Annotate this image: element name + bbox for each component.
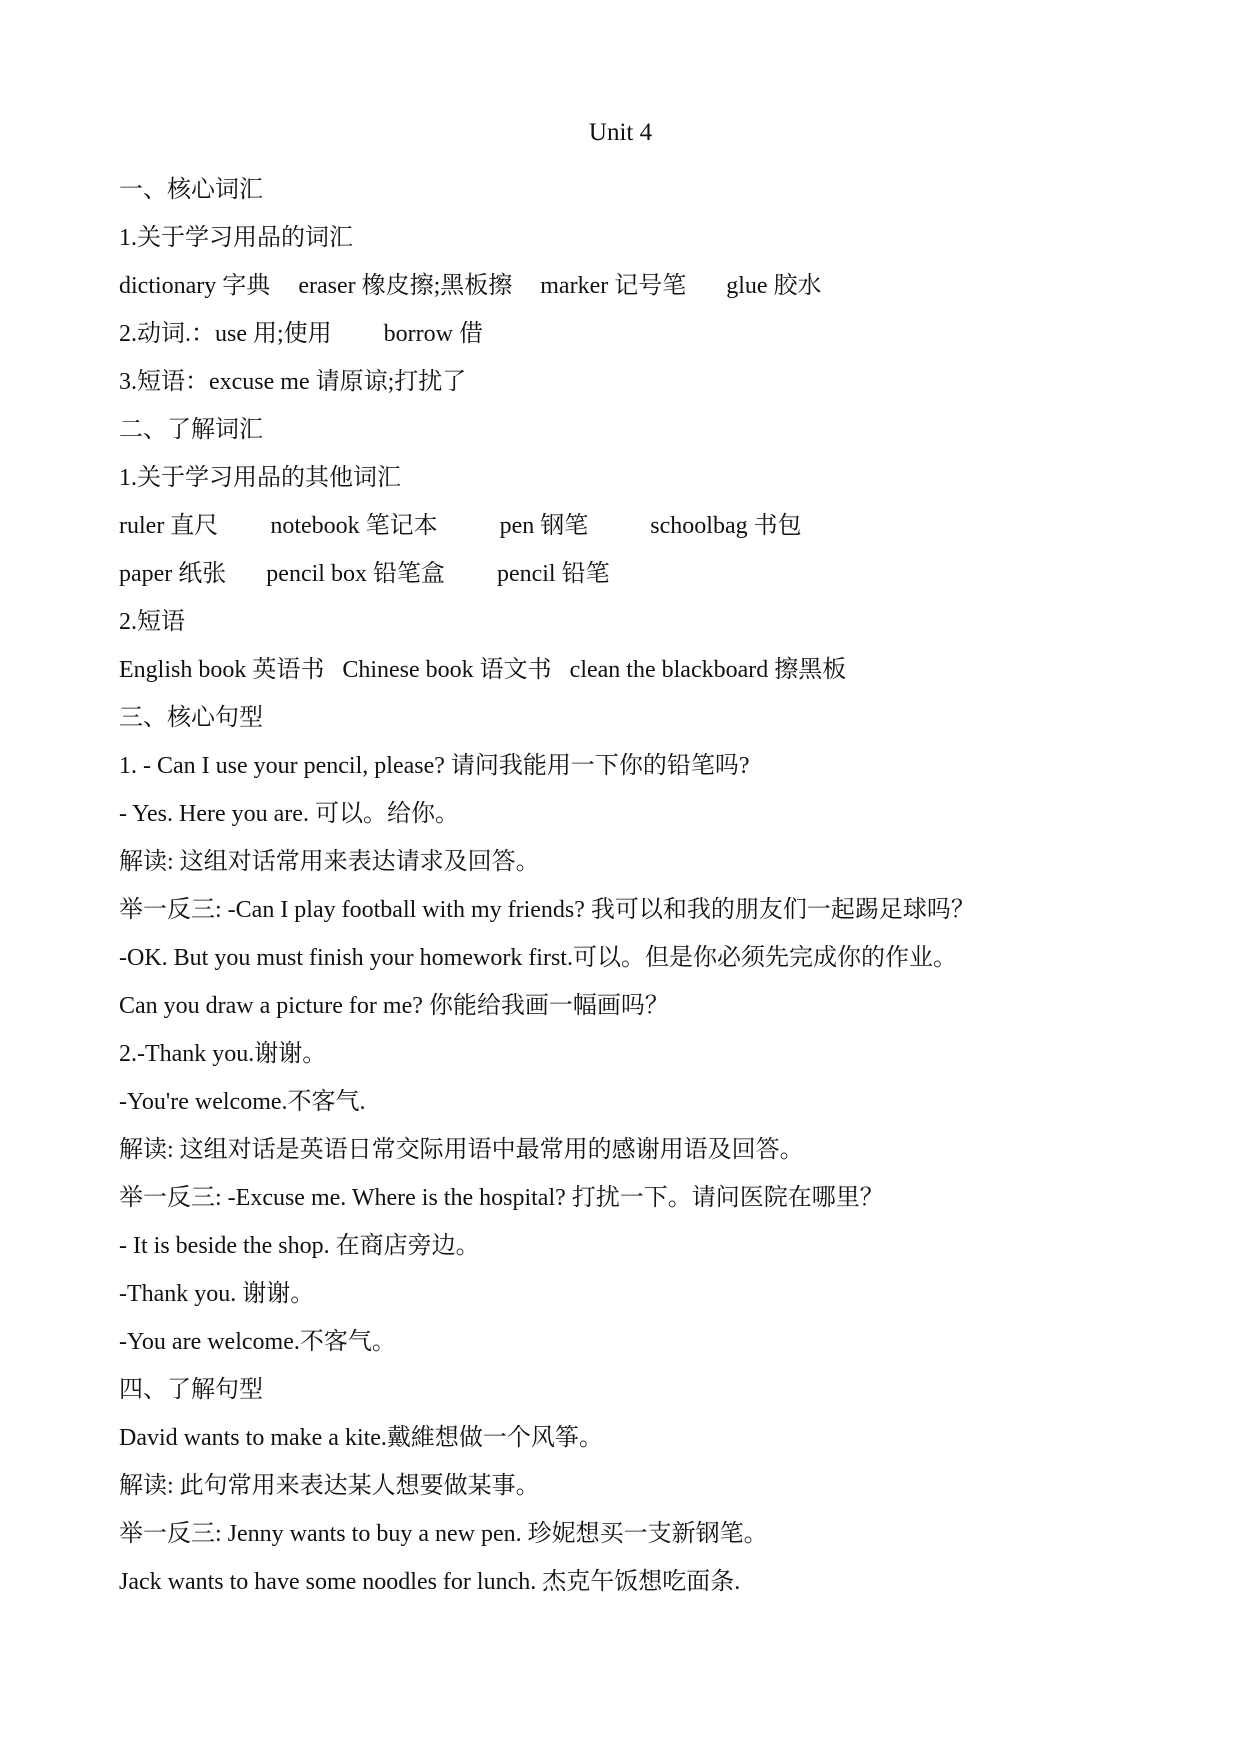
vocab-item: schoolbag 书包 — [650, 513, 802, 539]
subheading-school-supplies: 1.关于学习用品的词汇 — [119, 225, 353, 251]
vocab-item: eraser 橡皮擦;黑板擦 — [298, 273, 513, 299]
vocab-item: pen 钢笔 — [499, 513, 589, 539]
example-line: - It is beside the shop. 在商店旁边。 — [119, 1233, 480, 1259]
vocab-item: paper 纸张 — [119, 561, 227, 587]
vocab-item: dictionary 字典 — [119, 273, 271, 299]
example-line: Jack wants to have some noodles for lunch. 杰克午饭想吃面条. — [119, 1569, 741, 1595]
vocab-item: pencil 铅笔 — [496, 561, 610, 587]
vocab-item: ruler 直尺 — [119, 513, 219, 539]
section-heading-extra-sentences: 四、了解句型 — [119, 1377, 263, 1403]
sentence-line: 2.-Thank you.谢谢。 — [119, 1041, 327, 1067]
vocab-item: English book 英语书 — [119, 657, 325, 683]
vocab-item: marker 记号笔 — [540, 273, 687, 299]
example-line: -OK. But you must finish your homework first.可以。但是你必须先完成你的作业。 — [119, 945, 957, 971]
explanation-line: 解读: 这组对话是英语日常交际用语中最常用的感谢用语及回答。 — [119, 1137, 804, 1163]
example-line: -You are welcome.不客气。 — [119, 1329, 396, 1355]
sentence-line: 1. - Can I use your pencil, please? 请问我能用一下你的铅笔吗? — [119, 753, 750, 779]
vocab-item: pencil box 铅笔盒 — [266, 561, 445, 587]
section-heading-core-sentences: 三、核心句型 — [119, 705, 263, 731]
vocab-item: borrow 借 — [383, 321, 483, 347]
vocab-row-verbs — [119, 310, 1129, 358]
vocab-row — [119, 502, 1129, 550]
example-line: -Thank you. 谢谢。 — [119, 1281, 315, 1307]
example-line: Can you draw a picture for me? 你能给我画一幅画吗？ — [119, 993, 669, 1019]
example-line: 举一反三: -Excuse me. Where is the hospital? 打扰一下。请问医院在哪里？ — [119, 1185, 884, 1211]
vocab-item: glue 胶水 — [726, 273, 822, 299]
sentence-line: David wants to make a kite.戴維想做一个风筝。 — [119, 1425, 603, 1451]
section-heading-core-vocabulary: 一、核心词汇 — [119, 177, 263, 203]
example-line: 举一反三: -Can I play football with my friends? 我可以和我的朋友们一起踢足球吗？ — [119, 897, 975, 923]
sentence-line: - Yes. Here you are. 可以。给你。 — [119, 801, 459, 827]
vocab-row — [119, 262, 1129, 310]
vocab-row-phrases: 3.短语：excuse me 请原谅;打扰了 — [119, 369, 467, 395]
section-heading-extra-vocabulary: 二、了解词汇 — [119, 417, 263, 443]
subheading-other-supplies: 1.关于学习用品的其他词汇 — [119, 465, 401, 491]
explanation-line: 解读: 这组对话常用来表达请求及回答。 — [119, 849, 540, 875]
document-body — [119, 166, 1129, 1606]
vocab-row-phrases — [119, 646, 1129, 694]
page-title: Unit 4 — [588, 119, 653, 146]
explanation-line: 解读: 此句常用来表达某人想要做某事。 — [119, 1473, 540, 1499]
vocab-item: notebook 笔记本 — [270, 513, 438, 539]
vocab-item: Chinese book 语文书 — [342, 657, 552, 683]
sentence-line: -You're welcome.不客气. — [119, 1089, 366, 1115]
vocab-item: clean the blackboard 擦黑板 — [569, 657, 847, 683]
example-line: 举一反三: Jenny wants to buy a new pen. 珍妮想买一支新钢笔。 — [119, 1521, 768, 1547]
subheading-phrases: 2.短语 — [119, 609, 185, 635]
vocab-row — [119, 550, 1129, 598]
vocab-item: 2.动词.：use 用;使用 — [119, 321, 332, 347]
